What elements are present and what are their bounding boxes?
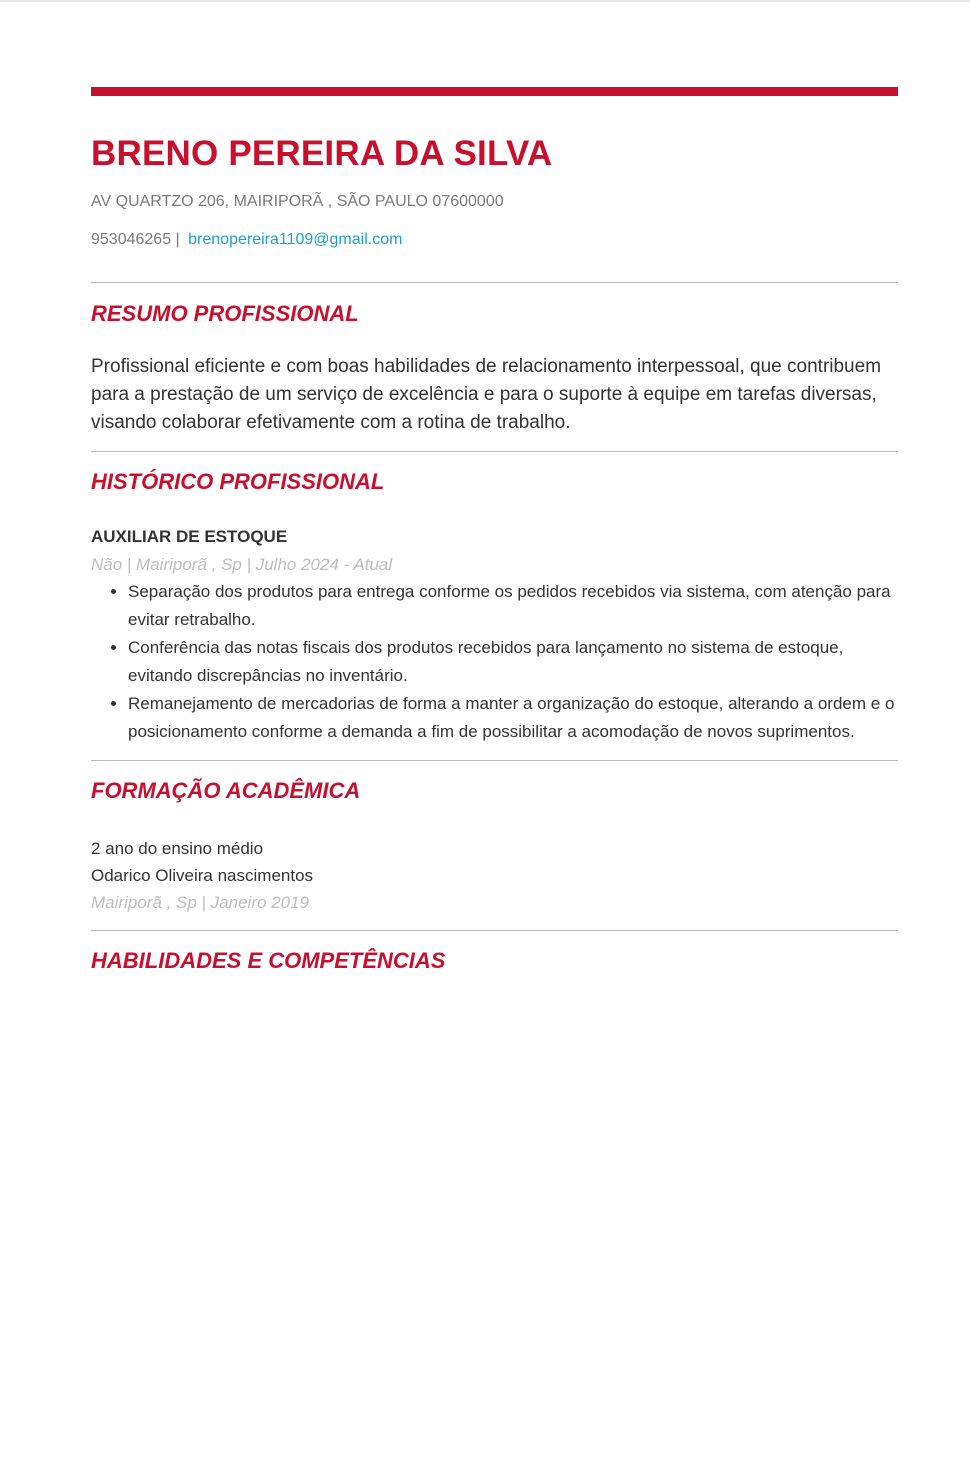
job-meta: Não | Mairiporã , Sp | Julho 2024 - Atual <box>91 555 393 574</box>
job-duty-item: • Remanejamento de mercadorias de forma a manter a organização do estoque, alterando a ordem e o posicionamento conforme a demanda a fim de possibilitar a acomodação de novos suprimentos. <box>128 690 898 746</box>
resume-document <box>91 87 898 975</box>
job-duty-item: • Separação dos produtos para entrega conforme os pedidos recebidos via sistema, com atenção para evitar retrabalho. <box>128 578 898 634</box>
education-meta: Mairiporã , Sp | Janeiro 2019 <box>91 893 309 912</box>
education-degree: 2 ano do ensino médio <box>91 839 264 858</box>
job-duties-list <box>91 578 898 746</box>
skills-section-title: HABILIDADES E COMPETÊNCIAS <box>91 948 446 973</box>
job-duty-item: • Conferência das notas fiscais dos produtos recebidos para lançamento no sistema de estoque, evitando discrepâncias no inventário. <box>128 634 898 690</box>
education-entry <box>91 835 898 916</box>
contact-line <box>91 229 898 251</box>
summary-section-title: RESUMO PROFISSIONAL <box>91 301 359 326</box>
job-entry <box>91 526 898 746</box>
section-divider <box>91 930 898 931</box>
section-divider <box>91 282 898 283</box>
experience-section-title: HISTÓRICO PROFISSIONAL <box>91 469 385 494</box>
section-divider <box>91 451 898 452</box>
candidate-address: AV QUARTZO 206, MAIRIPORÃ , SÃO PAULO 07600000 <box>91 193 504 210</box>
job-position: AUXILIAR DE ESTOQUE <box>91 527 288 546</box>
top-hairline <box>0 0 970 2</box>
education-school: Odarico Oliveira nascimentos <box>91 866 314 885</box>
header-accent-bar <box>91 87 898 96</box>
education-section-title: FORMAÇÃO ACADÊMICA <box>91 778 361 803</box>
candidate-email-link[interactable]: brenopereira1109@gmail.com <box>188 231 403 248</box>
candidate-phone: 953046265 | <box>91 231 180 248</box>
section-divider <box>91 760 898 761</box>
candidate-name: BRENO PEREIRA DA SILVA <box>91 134 553 173</box>
summary-text: Profissional eficiente e com boas habilidades de relacionamento interpessoal, que contribuem para a prestação de um serviço de excelência e para o suporte à equipe em tarefas diversas, visando colaborar efetivamente com a rotina de trabalho. <box>91 356 882 433</box>
